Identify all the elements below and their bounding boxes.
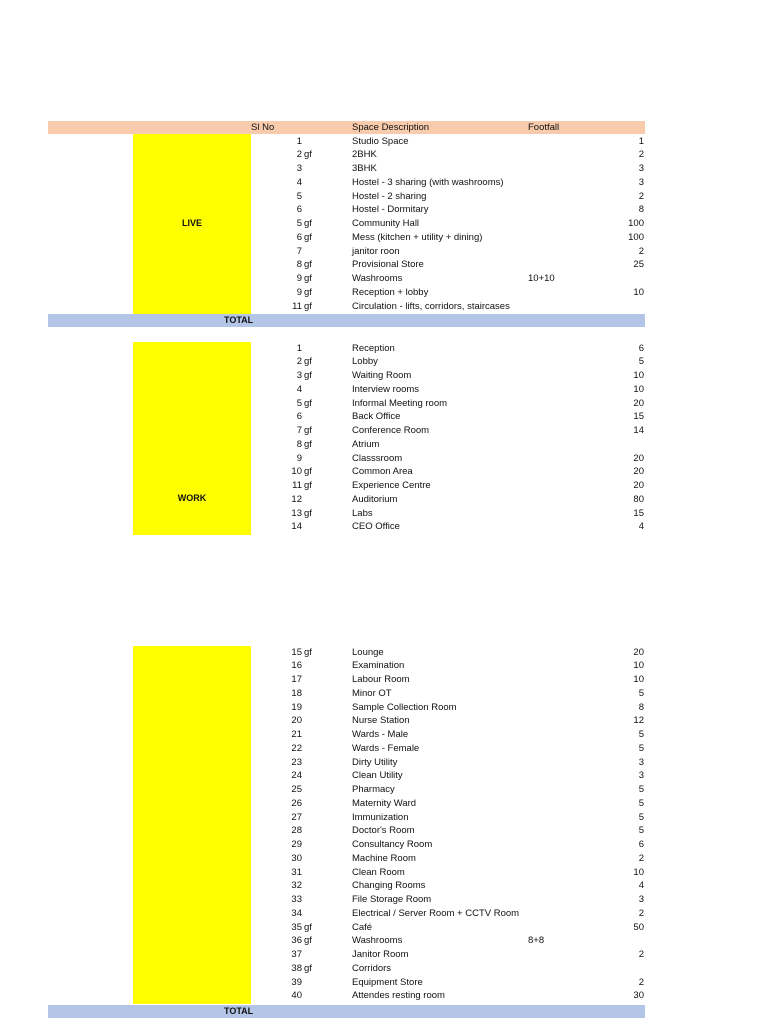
footfall-text-cell: 10+10: [528, 273, 555, 284]
footfall-cell: 5: [638, 729, 644, 740]
table-row: [0, 934, 768, 948]
gf-cell: gf: [304, 218, 312, 229]
space-description-cell: Pharmacy: [352, 784, 395, 795]
space-description-cell: 2BHK: [352, 149, 377, 161]
sl-no-cell: 18: [291, 687, 302, 699]
footfall-cell: 20: [633, 646, 644, 658]
sl-no-cell: 2: [296, 356, 302, 368]
sl-no-cell: 14: [291, 521, 302, 533]
space-description-cell: Common Area: [352, 466, 413, 478]
table-row: [0, 342, 768, 356]
gf-cell: gf: [304, 273, 312, 284]
sl-no-cell: 28: [291, 825, 302, 837]
space-description-cell: Equipment Store: [352, 976, 423, 988]
footfall-cell: 3: [638, 756, 644, 768]
table-row: [0, 797, 768, 811]
gf-cell: gf: [304, 397, 312, 409]
space-description-cell: CEO Office: [352, 521, 400, 533]
sl-no-cell: 8: [296, 259, 302, 271]
table-row: [0, 921, 768, 935]
sl-no-cell: 9: [296, 452, 302, 464]
space-description-cell: Changing Rooms: [352, 880, 426, 892]
table-row: [0, 646, 768, 660]
section-work-label: WORK: [177, 493, 207, 503]
space-description-cell: Wards - Male: [352, 729, 409, 740]
space-description-cell: Corridors: [352, 962, 392, 974]
gf-cell: gf: [304, 962, 312, 974]
space-description-cell: Clean Utility: [352, 770, 403, 782]
sl-no-cell: 40: [291, 990, 302, 1002]
sl-no-cell: 32: [291, 880, 302, 892]
footfall-cell: 2: [638, 852, 644, 864]
space-description-cell: Provisional Store: [352, 259, 424, 271]
sl-no-cell: 38: [291, 962, 302, 974]
table-row: [0, 383, 768, 397]
table-row: [0, 962, 768, 976]
space-description-cell: Reception + lobby: [352, 286, 429, 298]
table-row: [0, 866, 768, 880]
space-description-cell: Janitor Room: [352, 949, 409, 960]
space-description-cell: Electrical / Server Room + CCTV Room: [352, 907, 520, 919]
footfall-cell: 100: [628, 218, 644, 229]
table-row: [0, 300, 768, 314]
space-description-cell: Washrooms: [352, 273, 403, 284]
sl-no-cell: 1: [296, 342, 302, 354]
space-description-cell: Circulation - lifts, corridors, staircases: [352, 300, 510, 312]
gf-cell: gf: [304, 356, 312, 368]
footfall-cell: 15: [633, 411, 644, 423]
footfall-cell: 14: [633, 425, 644, 436]
sl-no-cell: 10: [291, 466, 302, 478]
table-row: [0, 176, 768, 190]
sl-no-cell: 21: [291, 729, 302, 740]
table-row: [0, 272, 768, 286]
table-row: [0, 397, 768, 411]
table-row: [0, 135, 768, 149]
sl-no-cell: 13: [291, 507, 302, 519]
space-description-cell: Nurse Station: [352, 715, 410, 727]
footfall-cell: 6: [638, 839, 644, 850]
total-row-third: [48, 1005, 645, 1018]
footfall-cell: 5: [638, 784, 644, 795]
table-row: [0, 286, 768, 300]
footfall-cell: 10: [633, 286, 644, 298]
sl-no-cell: 15: [291, 646, 302, 658]
space-description-cell: Interview rooms: [352, 383, 420, 395]
sl-no-cell: 11: [292, 480, 302, 491]
space-description-cell: Minor OT: [352, 687, 392, 699]
table-row: [0, 687, 768, 701]
footfall-cell: 4: [638, 521, 644, 533]
table-row: [0, 838, 768, 852]
sl-no-cell: 5: [296, 218, 302, 229]
sl-no-cell: 6: [296, 411, 302, 423]
footfall-cell: 20: [633, 480, 644, 491]
sl-no-cell: 9: [296, 273, 302, 284]
space-description-cell: Washrooms: [352, 935, 403, 947]
space-description-cell: Reception: [352, 342, 395, 354]
table-row: [0, 976, 768, 990]
gf-cell: gf: [304, 438, 312, 450]
footfall-cell: 100: [628, 231, 644, 243]
table-row: [0, 507, 768, 521]
table-row: [0, 203, 768, 217]
header-sl-no: Sl No: [251, 122, 275, 133]
footfall-cell: 5: [638, 811, 644, 823]
table-row: [0, 258, 768, 272]
footfall-cell: 50: [633, 921, 644, 933]
table-row: [0, 769, 768, 783]
sl-no-cell: 7: [296, 425, 302, 436]
table-row: [0, 783, 768, 797]
sl-no-cell: 25: [291, 784, 302, 795]
space-description-cell: Dirty Utility: [352, 756, 398, 768]
footfall-cell: 2: [638, 245, 644, 257]
sl-no-cell: 27: [291, 811, 302, 823]
sl-no-cell: 3: [296, 370, 302, 381]
sl-no-cell: 35: [291, 921, 302, 933]
gf-cell: gf: [304, 646, 312, 658]
space-description-cell: Auditorium: [352, 493, 398, 505]
table-row: [0, 190, 768, 204]
table-row: [0, 673, 768, 687]
footfall-cell: 2: [638, 149, 644, 161]
gf-cell: gf: [304, 466, 312, 478]
sl-no-cell: 4: [296, 176, 302, 188]
sl-no-cell: 34: [291, 907, 302, 919]
space-description-cell: Machine Room: [352, 852, 416, 864]
sl-no-cell: 29: [291, 839, 302, 850]
space-description-cell: Café: [352, 921, 373, 933]
footfall-cell: 20: [633, 397, 644, 409]
table-row: [0, 520, 768, 534]
space-description-cell: Hostel - 2 sharing: [352, 190, 427, 202]
space-description-cell: Conference Room: [352, 425, 430, 436]
sl-no-cell: 20: [291, 715, 302, 727]
table-row: [0, 465, 768, 479]
space-description-cell: Examination: [352, 660, 405, 672]
footfall-cell: 10: [633, 866, 644, 878]
sl-no-cell: 36: [291, 935, 302, 947]
space-description-cell: Labs: [352, 507, 373, 519]
sl-no-cell: 19: [291, 701, 302, 713]
space-description-cell: Waiting Room: [352, 370, 412, 381]
table-row: [0, 479, 768, 493]
footfall-cell: 8: [638, 701, 644, 713]
gf-cell: gf: [304, 370, 312, 381]
sl-no-cell: 26: [291, 797, 302, 809]
sl-no-cell: 31: [291, 866, 302, 878]
gf-cell: gf: [304, 425, 312, 436]
gf-cell: gf: [304, 231, 312, 243]
space-description-cell: Consultancy Room: [352, 839, 433, 850]
table-row: [0, 852, 768, 866]
footfall-cell: 1: [638, 135, 644, 147]
footfall-cell: 5: [638, 797, 644, 809]
space-description-cell: Experience Centre: [352, 480, 431, 491]
footfall-cell: 10: [633, 370, 644, 381]
sl-no-cell: 3: [296, 163, 302, 174]
space-description-cell: Lobby: [352, 356, 378, 368]
sl-no-cell: 8: [296, 438, 302, 450]
footfall-cell: 3: [638, 770, 644, 782]
table-row: [0, 148, 768, 162]
footfall-cell: 2: [638, 949, 644, 960]
table-row: [0, 410, 768, 424]
sl-no-cell: 37: [291, 949, 302, 960]
table-row: [0, 162, 768, 176]
sl-no-cell: 17: [291, 674, 302, 685]
total-label: TOTAL: [224, 1006, 254, 1016]
footfall-cell: 2: [638, 907, 644, 919]
sl-no-cell: 33: [291, 894, 302, 905]
sl-no-cell: 11: [292, 300, 302, 312]
footfall-cell: 3: [638, 894, 644, 905]
footfall-cell: 10: [633, 660, 644, 672]
gf-cell: gf: [304, 149, 312, 161]
footfall-cell: 20: [633, 466, 644, 478]
space-description-cell: Clean Room: [352, 866, 405, 878]
sl-no-cell: 24: [291, 770, 302, 782]
sl-no-cell: 4: [296, 383, 302, 395]
footfall-cell: 5: [638, 825, 644, 837]
sl-no-cell: 2: [296, 149, 302, 161]
sl-no-cell: 12: [291, 493, 302, 505]
space-description-cell: Hostel - Dormitary: [352, 204, 429, 216]
space-description-cell: Classsroom: [352, 452, 403, 464]
sl-no-cell: 22: [291, 742, 302, 754]
table-row: [0, 245, 768, 259]
footfall-cell: 5: [638, 356, 644, 368]
table-row: [0, 701, 768, 715]
space-description-cell: Atrium: [352, 438, 380, 450]
space-description-cell: File Storage Room: [352, 894, 432, 905]
table-row: [0, 893, 768, 907]
table-row: [0, 369, 768, 383]
table-row: [0, 231, 768, 245]
table-row: [0, 424, 768, 438]
table-row: [0, 811, 768, 825]
footfall-cell: 2: [638, 976, 644, 988]
footfall-cell: 15: [633, 507, 644, 519]
footfall-cell: 2: [638, 190, 644, 202]
table-row: [0, 742, 768, 756]
space-description-cell: 3BHK: [352, 163, 377, 174]
space-description-cell: Studio Space: [352, 135, 409, 147]
total-row-live: [48, 314, 645, 327]
table-row: [0, 355, 768, 369]
sl-no-cell: 5: [296, 190, 302, 202]
footfall-cell: 10: [633, 674, 644, 685]
space-description-cell: Maternity Ward: [352, 797, 417, 809]
total-label: TOTAL: [224, 315, 254, 325]
space-description-cell: Labour Room: [352, 674, 410, 685]
footfall-cell: 80: [633, 493, 644, 505]
sl-no-cell: 9: [296, 286, 302, 298]
space-description-cell: Doctor's Room: [352, 825, 415, 837]
table-row: [0, 824, 768, 838]
sl-no-cell: 16: [291, 660, 302, 672]
sl-no-cell: 6: [296, 231, 302, 243]
table-row: [0, 948, 768, 962]
space-description-cell: Hostel - 3 sharing (with washrooms): [352, 176, 504, 188]
table-row: [0, 879, 768, 893]
footfall-cell: 6: [638, 342, 644, 354]
sl-no-cell: 7: [296, 245, 302, 257]
footfall-cell: 20: [633, 452, 644, 464]
table-row: [0, 493, 768, 507]
table-row: [0, 907, 768, 921]
space-description-cell: janitor roon: [352, 245, 400, 257]
table-row: [0, 728, 768, 742]
space-description-cell: Wards - Female: [352, 742, 420, 754]
gf-cell: gf: [304, 480, 312, 491]
gf-cell: gf: [304, 300, 312, 312]
footfall-cell: 30: [633, 990, 644, 1002]
space-description-cell: Community Hall: [352, 218, 420, 229]
footfall-cell: 25: [633, 259, 644, 271]
space-description-cell: Lounge: [352, 646, 384, 658]
section-live-label: LIVE: [181, 218, 202, 228]
table-row: [0, 217, 768, 231]
footfall-cell: 5: [638, 742, 644, 754]
gf-cell: gf: [304, 935, 312, 947]
footfall-cell: 3: [638, 163, 644, 174]
header-footfall: Footfall: [528, 122, 560, 133]
table-row: [0, 659, 768, 673]
space-description-cell: Mess (kitchen + utility + dining): [352, 231, 483, 243]
gf-cell: gf: [304, 259, 312, 271]
sl-no-cell: 1: [296, 135, 302, 147]
footfall-cell: 4: [638, 880, 644, 892]
gf-cell: gf: [304, 921, 312, 933]
footfall-cell: 8: [638, 204, 644, 216]
sl-no-cell: 23: [291, 756, 302, 768]
gf-cell: gf: [304, 507, 312, 519]
gf-cell: gf: [304, 286, 312, 298]
sl-no-cell: 6: [296, 204, 302, 216]
space-description-cell: Sample Collection Room: [352, 701, 457, 713]
table-row: [0, 438, 768, 452]
footfall-text-cell: 8+8: [528, 935, 545, 947]
sl-no-cell: 5: [296, 397, 302, 409]
table-row: [0, 756, 768, 770]
space-description-cell: Immunization: [352, 811, 409, 823]
table-row: [0, 452, 768, 466]
header-space-description: Space Description: [352, 122, 430, 133]
space-description-cell: Back Office: [352, 411, 401, 423]
space-description-cell: Attendes resting room: [352, 990, 445, 1002]
footfall-cell: 3: [638, 176, 644, 188]
footfall-cell: 10: [633, 383, 644, 395]
footfall-cell: 12: [633, 715, 644, 727]
sl-no-cell: 30: [291, 852, 302, 864]
table-row: [0, 989, 768, 1003]
space-description-cell: Informal Meeting room: [352, 397, 448, 409]
sl-no-cell: 39: [291, 976, 302, 988]
footfall-cell: 5: [638, 687, 644, 699]
table-row: [0, 714, 768, 728]
